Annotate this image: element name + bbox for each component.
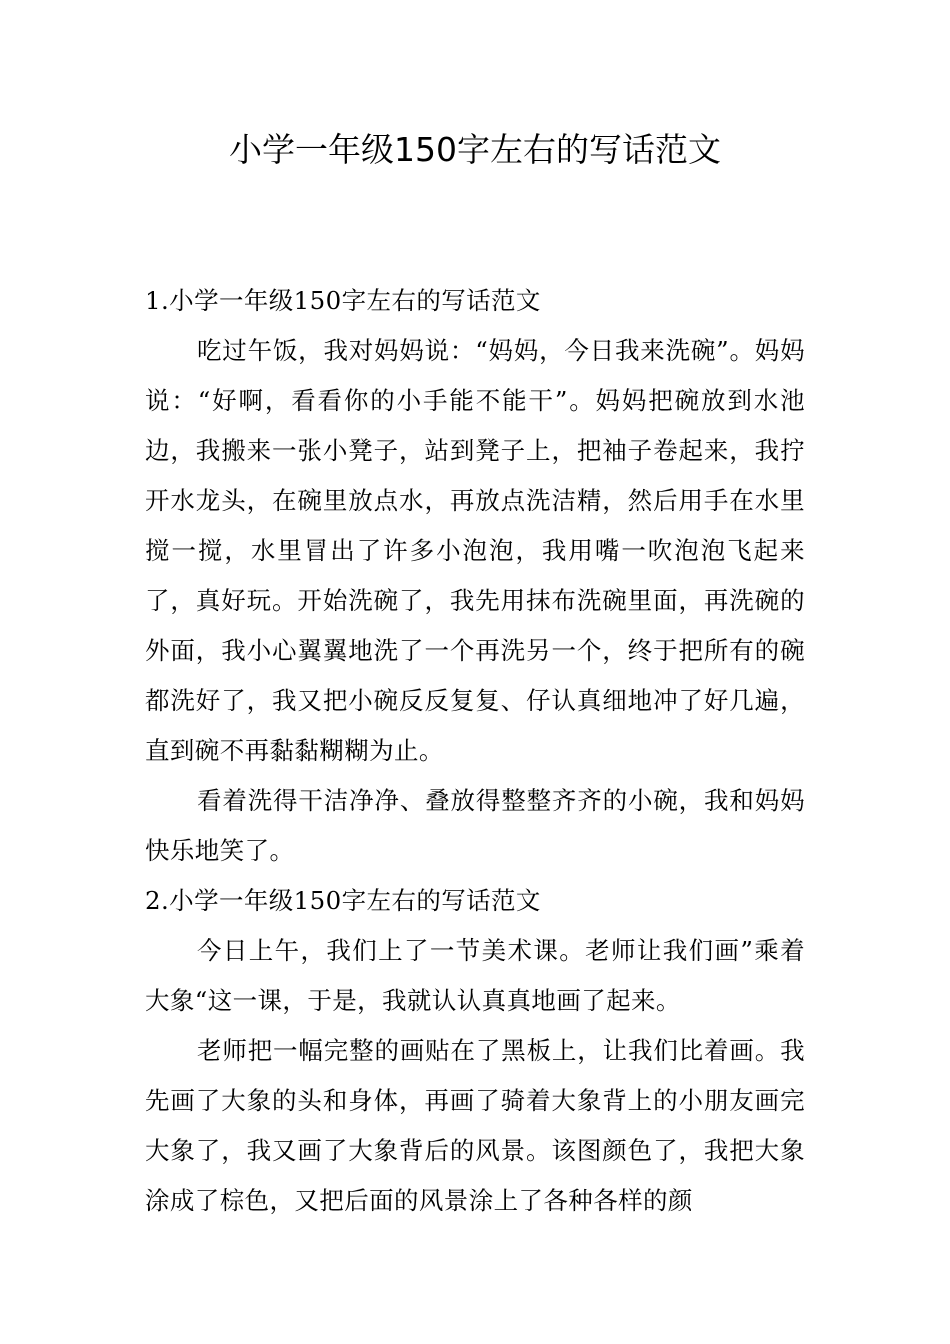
paragraph: 今日上午，我们上了一节美术课。老师让我们画”乘着大象“这一课，于是，我就认认真真地画了起来。 xyxy=(145,936,805,1015)
document-title: 小学一年级150字左右的写话范文 xyxy=(229,130,721,169)
paragraph: 看着洗得干洁净净、叠放得整整齐齐的小碗，我和妈妈快乐地笑了。 xyxy=(145,786,805,865)
paragraph: 吃过午饭，我对妈妈说：“妈妈，今日我来洗碗”。妈妈说：“好啊，看看你的小手能不能干”。妈妈把碗放到水池边，我搬来一张小凳子，站到凳子上，把袖子卷起来，我拧开水龙头，在碗里放点水，再放点洗洁精，然后用手在水里搅一搅，水里冒出了许多小泡泡，我用嘴一吹泡泡飞起来了，真好玩。开始洗碗了，我先用抹布洗碗里面，再洗碗的外面，我小心翼翼地洗了一个再洗另一个，终于把所有的碗都洗好了，我又把小碗反反复复、仔认真细地冲了好几遍，直到碗不再黏黏糊糊为止。 xyxy=(145,336,805,765)
section-heading-2: 2.小学一年级150字左右的写话范文 xyxy=(145,886,541,915)
paragraph: 老师把一幅完整的画贴在了黑板上，让我们比着画。我先画了大象的头和身体，再画了骑着大象背上的小朋友画完大象了，我又画了大象背后的风景。该图颜色了，我把大象涂成了棕色，又把后面的风景涂上了各种各样的颜 xyxy=(145,1036,805,1215)
document-body xyxy=(145,276,805,1226)
section-heading-1: 1.小学一年级150字左右的写话范文 xyxy=(145,286,541,315)
